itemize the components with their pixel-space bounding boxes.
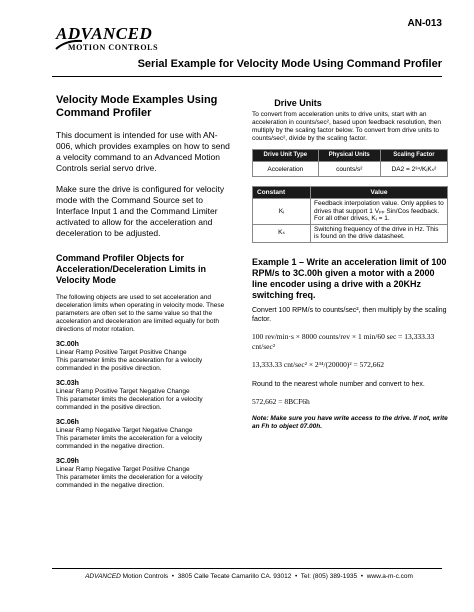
company-logo bbox=[56, 26, 176, 56]
footer-bullet: • bbox=[169, 573, 176, 580]
table-row bbox=[253, 224, 448, 242]
table-header: Drive Unit Type bbox=[253, 150, 319, 162]
constant-value: Feedback interpolation value. Only applies to drives that support 1 Vₚₚ Sin/Cos feedback. For all other drives, Kᵢ = 1. bbox=[311, 199, 448, 225]
right-column bbox=[252, 98, 448, 431]
object-description: This parameter limits the acceleration for a velocity commanded in the negative direction. bbox=[56, 435, 203, 450]
intro-paragraph: This document is intended for use with AN-006, which provides examples on how to send a velocity command to an Advanced Motion Controls serial servo drive. bbox=[56, 130, 230, 173]
equation-scaling: 13,333.33 cnt/sec² × 2³⁴/(20000)² = 572,662 bbox=[252, 359, 384, 369]
page-title: Serial Example for Velocity Mode Using Command Profiler bbox=[137, 58, 442, 70]
page-footer bbox=[56, 573, 442, 580]
logo-wordmark-bottom: MOTION CONTROLS bbox=[68, 43, 159, 52]
left-column bbox=[56, 94, 232, 490]
object-code: 3C.06h bbox=[56, 419, 79, 426]
object-name: Linear Ramp Positive Target Negative Change bbox=[56, 388, 190, 395]
footer-phone: Tel: (805) 389-1935 bbox=[300, 573, 358, 580]
header-divider bbox=[52, 76, 442, 77]
table-cell: DA2 = 2³⁴/KᵢKₛ² bbox=[380, 162, 447, 177]
write-access-note: Note: Make sure you have write access to the drive. If not, write an Fh to object 07.00h. bbox=[252, 414, 448, 430]
config-paragraph: Make sure the drive is configured for velocity mode with the Command Source set to Interface Input 1 and the Command Limiter activated to allow for the acceleration and deceleration to be adjusted. bbox=[56, 184, 225, 238]
footer-company: Motion Controls bbox=[122, 573, 169, 580]
example-text: Convert 100 RPM/s to counts/sec², then multiply by the scaling factor. bbox=[252, 306, 447, 323]
drive-units-heading: Drive Units bbox=[274, 98, 322, 108]
object-description: This parameter limits the acceleration for a velocity commanded in the positive direction. bbox=[56, 357, 203, 372]
objects-heading: Command Profiler Objects for Acceleration/Deceleration Limits in Velocity Mode bbox=[56, 253, 207, 285]
table-header: Constant bbox=[253, 187, 311, 199]
footer-bullet: • bbox=[293, 573, 300, 580]
object-entry bbox=[56, 457, 232, 490]
footer-divider bbox=[52, 568, 442, 569]
table-header: Physical Units bbox=[318, 150, 380, 162]
object-name: Linear Ramp Negative Target Positive Change bbox=[56, 466, 190, 473]
footer-bullet: • bbox=[358, 573, 365, 580]
object-entry bbox=[56, 379, 232, 412]
equation-conversion: 100 rev/min·s × 8000 counts/rev × 1 min/60 sec = 13,333.33 cnt/sec² bbox=[252, 331, 435, 351]
constant-symbol: Kᵢ bbox=[253, 199, 311, 225]
logo-swoosh-icon bbox=[54, 38, 84, 52]
constants-table bbox=[252, 186, 448, 243]
round-text: Round to the nearest whole number and convert to hex. bbox=[252, 380, 425, 388]
object-code: 3C.09h bbox=[56, 458, 79, 465]
object-name: Linear Ramp Negative Target Negative Change bbox=[56, 427, 193, 434]
object-name: Linear Ramp Positive Target Positive Change bbox=[56, 349, 187, 356]
table-row bbox=[253, 199, 448, 225]
table-row bbox=[253, 162, 448, 177]
equation-hex: 572,662 = 8BCF6h bbox=[252, 396, 310, 406]
object-entry bbox=[56, 418, 232, 451]
document-number: AN-013 bbox=[407, 18, 442, 29]
object-code: 3C.00h bbox=[56, 341, 79, 348]
drive-units-text: To convert from acceleration units to drive units, start with an acceleration in counts/sec², based upon feedback resolution, then multiply by the scaling factor below. To convert from drive units to counts/sec², divide by the scaling factor. bbox=[252, 111, 441, 142]
constant-value: Switching frequency of the drive in Hz. This is found on the drive datasheet. bbox=[311, 224, 448, 242]
table-cell: counts/s² bbox=[318, 162, 380, 177]
logo-wordmark-top: ADVANCED bbox=[56, 24, 153, 43]
object-description: This parameter limits the deceleration for a velocity commanded in the positive direction. bbox=[56, 396, 203, 411]
table-header: Scaling Factor bbox=[380, 150, 447, 162]
object-entry bbox=[56, 340, 232, 373]
constant-symbol: Kₛ bbox=[253, 224, 311, 242]
section-heading: Velocity Mode Examples Using Command Profiler bbox=[56, 94, 218, 119]
footer-website: www.a-m-c.com bbox=[366, 573, 413, 580]
objects-intro: The following objects are used to set acceleration and deceleration limits when operating in velocity mode. These parameters are often set to the same value so that the acceleration and deceleration are limited equally for both directions of motor rotation. bbox=[56, 294, 225, 333]
drive-units-table bbox=[252, 149, 448, 177]
object-code: 3C.03h bbox=[56, 380, 79, 387]
table-cell: Acceleration bbox=[253, 162, 319, 177]
table-header: Value bbox=[311, 187, 448, 199]
example-heading: Example 1 – Write an acceleration limit of 100 RPM/s to 3C.00h given a motor with a 2000 line encoder using a drive with a 20KHz switching freq. bbox=[252, 256, 447, 300]
footer-company-italic: ADVANCED bbox=[85, 573, 121, 580]
footer-address: 3805 Calle Tecate Camarillo CA. 93012 bbox=[177, 573, 292, 580]
object-description: This parameter limits the deceleration for a velocity commanded in the negative direction. bbox=[56, 474, 203, 489]
